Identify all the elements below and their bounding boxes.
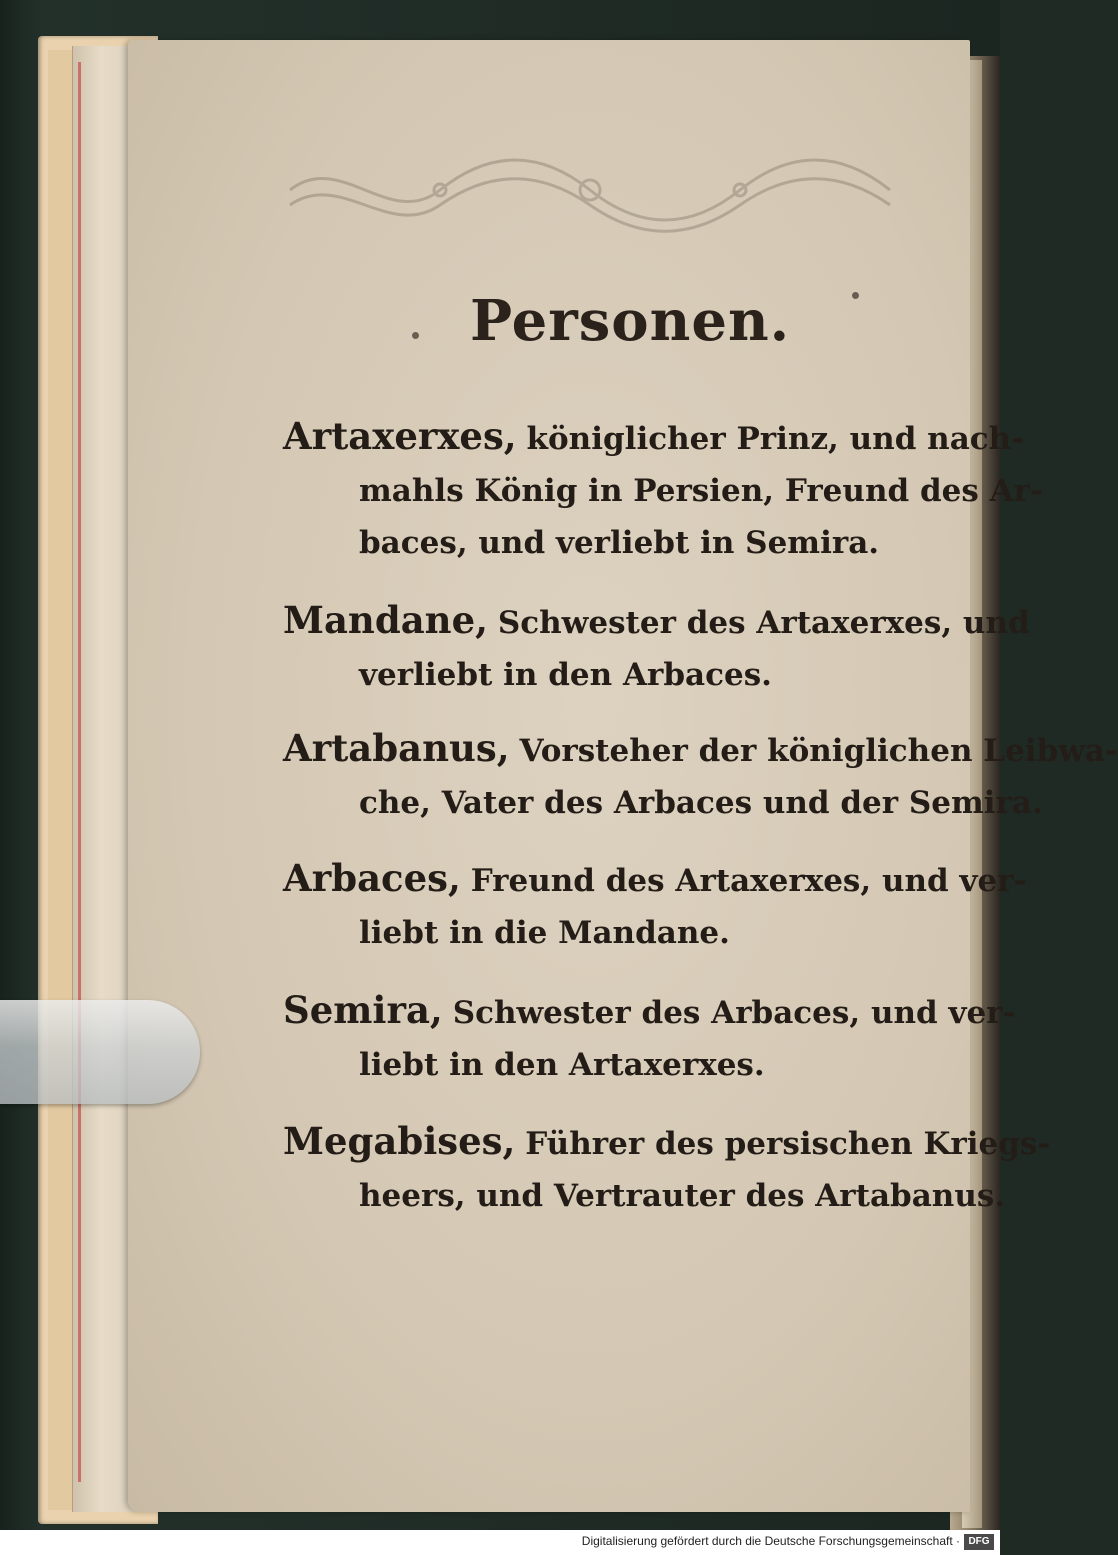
red-page-edge xyxy=(78,62,81,1482)
character-entry xyxy=(283,852,1026,959)
character-name: Artabanus, xyxy=(283,726,510,770)
page-holder-clip xyxy=(0,1000,200,1104)
character-entry xyxy=(283,410,1043,569)
character-entry xyxy=(283,1115,1050,1222)
character-description: Vorsteher der königlichen Leibwa- xyxy=(519,733,1118,769)
character-description: heers, und Vertrauter des Artabanus. xyxy=(359,1178,1006,1214)
character-name: Artaxerxes, xyxy=(283,414,517,458)
funding-credit: Digitalisierung gefördert durch die Deutsche Forschungsgemeinschaft · xyxy=(581,1534,960,1548)
character-description: königlicher Prinz, und nach- xyxy=(526,421,1025,457)
page-heading: Personen. xyxy=(470,288,791,354)
character-description: liebt in den Artaxerxes. xyxy=(359,1047,765,1083)
character-description: mahls König in Persien, Freund des Ar- xyxy=(359,473,1043,509)
character-name: Semira, xyxy=(283,988,443,1032)
character-entry xyxy=(283,984,1015,1091)
character-description: Schwester des Artaxerxes, und xyxy=(497,605,1030,641)
ink-speck xyxy=(852,292,859,299)
footer-bar xyxy=(0,1530,1000,1555)
character-description: Schwester des Arbaces, und ver- xyxy=(452,995,1016,1031)
character-description: Führer des persischen Kriegs- xyxy=(525,1126,1051,1162)
character-entry xyxy=(283,594,1030,701)
character-name: Arbaces, xyxy=(283,856,461,900)
character-description: verliebt in den Arbaces. xyxy=(359,657,772,693)
character-name: Megabises, xyxy=(283,1119,516,1163)
character-description: liebt in die Mandane. xyxy=(359,915,730,951)
character-description: Freund des Artaxerxes, und ver- xyxy=(470,863,1027,899)
character-description: baces, und verliebt in Semira. xyxy=(359,525,880,561)
character-entry xyxy=(283,722,1118,829)
ink-speck xyxy=(412,332,419,339)
character-name: Mandane, xyxy=(283,598,488,642)
headpiece-ornament xyxy=(280,150,900,230)
character-description: che, Vater des Arbaces und der Semira. xyxy=(359,785,1043,821)
dfg-logo: DFG xyxy=(964,1534,994,1550)
